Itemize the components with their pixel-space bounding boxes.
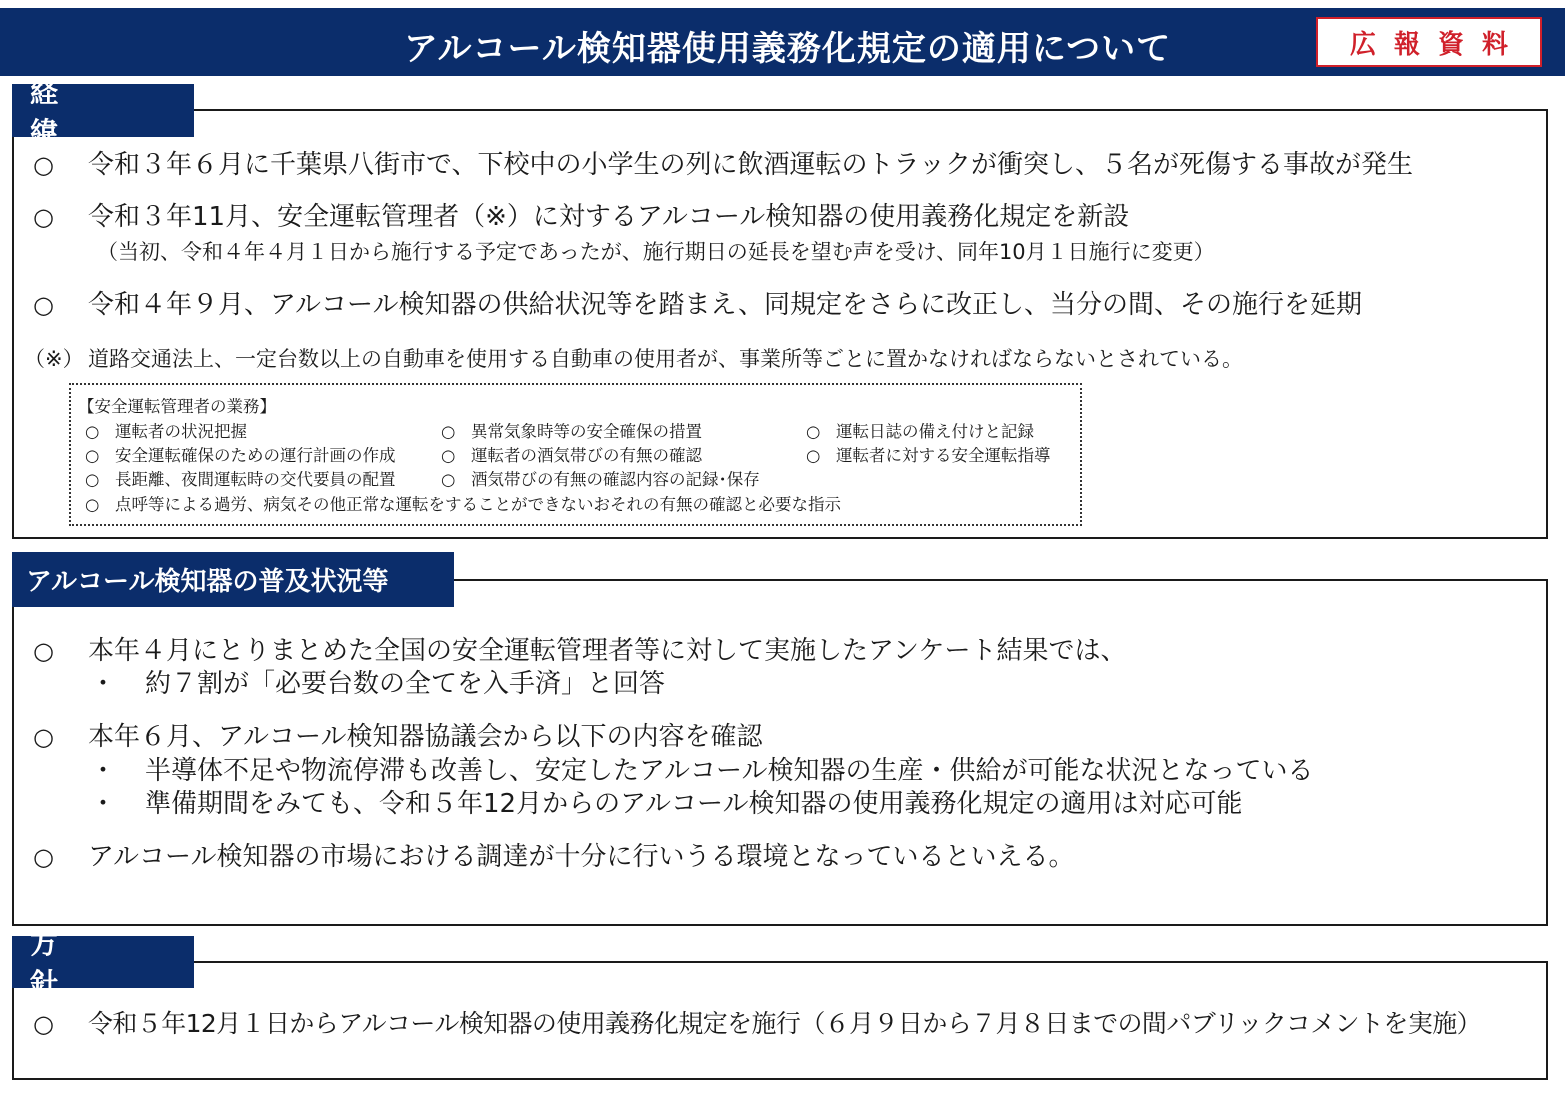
duty-item: 運転日誌の備え付けと記録 [836,422,1034,441]
bullet-circle: ○ [85,495,100,514]
bullet-circle: ○ [33,723,54,751]
bullet-circle: ○ [441,446,456,465]
duty-item: 安全運転確保のための運行計画の作成 [115,446,396,465]
status-item-3: アルコール検知器の市場における調達が十分に行いうる環境となっているといえる。 [88,842,1075,872]
bullet-circle: ○ [33,843,54,871]
sub-bullet-dot: ・ [90,756,117,786]
duties-heading: 【安全運転管理者の業務】 [78,397,276,416]
duty-item: 酒気帯びの有無の確認内容の記録･保存 [471,470,760,489]
sub-bullet-dot: ・ [90,789,117,819]
status-item-2-sub-2: 準備期間をみても、令和５年12月からのアルコール検知器の使用義務化規定の適用は対応可能 [145,789,1243,819]
bullet-circle: ○ [85,422,100,441]
duty-item: 長距離、夜間運転時の交代要員の配置 [115,470,396,489]
title-bar [0,8,1565,76]
bullet-circle: ○ [33,151,54,179]
status-item-1: 本年４月にとりまとめた全国の安全運転管理者等に対して実施したアンケート結果では、 [88,636,1127,666]
background-item-1: 令和３年６月に千葉県八街市で、下校中の小学生の列に飲酒運転のトラックが衝突し、５名が死傷する事故が発生 [88,150,1413,180]
bullet-circle: ○ [33,1010,54,1038]
duty-item: 運転者の酒気帯びの有無の確認 [471,446,702,465]
status-item-2: 本年６月、アルコール検知器協議会から以下の内容を確認 [88,722,763,752]
bullet-circle: ○ [441,422,456,441]
status-item-1-sub: 約７割が「必要台数の全てを入手済」と回答 [145,669,666,699]
safety-manager-note: 道路交通法上、一定台数以上の自動車を使用する自動車の使用者が、事業所等ごとに置かなければならないとされている。 [88,347,1243,371]
duty-item: 運転者に対する安全運転指導 [836,446,1051,465]
duty-item: 運転者の状況把握 [115,422,247,441]
duty-item: 異常気象時等の安全確保の措置 [471,422,702,441]
bullet-circle: ○ [85,470,100,489]
background-item-2: 令和３年11月、安全運転管理者（※）に対するアルコール検知器の使用義務化規定を新設 [88,202,1130,232]
bullet-circle: ○ [33,291,54,319]
bullet-circle: ○ [33,637,54,665]
bullet-circle: ○ [85,446,100,465]
background-item-3: 令和４年９月、アルコール検知器の供給状況等を踏まえ、同規定をさらに改正し、当分の間、その施行を延期 [88,290,1363,320]
sub-bullet-dot: ・ [90,669,117,699]
background-item-2-sub: （当初、令和４年４月１日から施行する予定であったが、施行期日の延長を望む声を受け、同年10月１日施行に変更） [97,240,1215,264]
status-heading: アルコール検知器の普及状況等 [12,552,454,607]
bullet-circle: ○ [806,446,821,465]
bullet-circle: ○ [33,203,54,231]
policy-heading: 方針 [12,936,194,988]
bullet-circle: ○ [806,422,821,441]
page-title: アルコール検知器使用義務化規定の適用について [403,29,1172,69]
status-item-2-sub-1: 半導体不足や物流停滞も改善し、安定したアルコール検知器の生産・供給が可能な状況となっている [145,756,1314,786]
press-release-badge: 広報資料 [1316,17,1542,67]
background-heading: 経緯 [12,84,194,137]
policy-item-1: 令和５年12月１日からアルコール検知器の使用義務化規定を施行（６月９日から７月８日までの間パブリックコメントを実施） [88,1009,1482,1038]
bullet-circle: ○ [441,470,456,489]
note-mark: （※） [24,347,84,371]
duty-item: 点呼等による過労、病気その他正常な運転をすることができないおそれの有無の確認と必要な指示 [115,495,841,514]
